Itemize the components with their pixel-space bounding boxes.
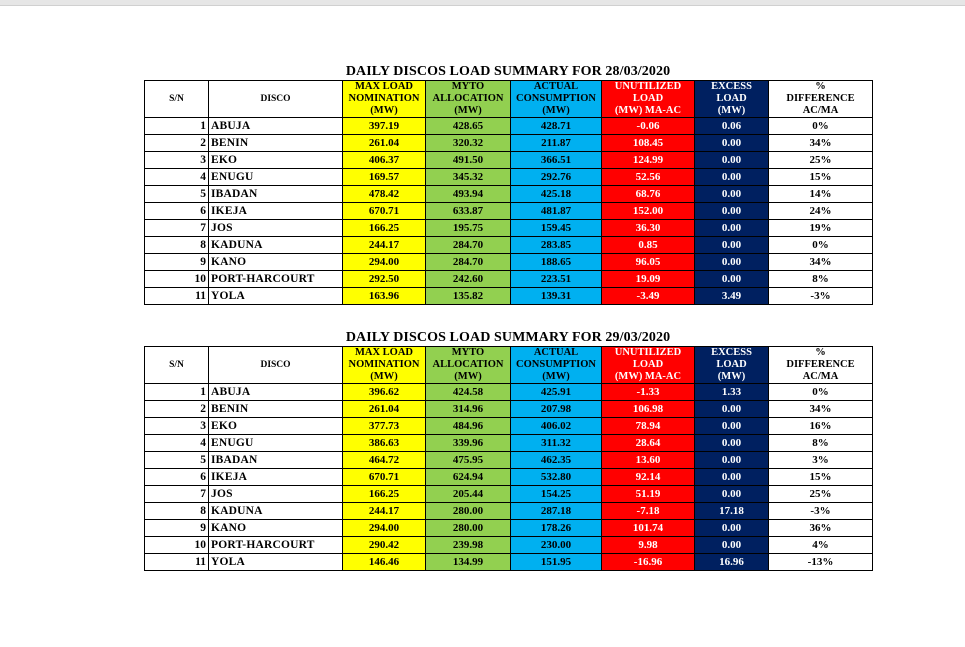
excess-header: EXCESS LOAD (MW)	[695, 81, 769, 118]
disco-name-cell: ABUJA	[209, 384, 343, 401]
disco-name-cell: PORT-HARCOURT	[209, 271, 343, 288]
table-row	[145, 220, 873, 237]
difference-header: % DIFFERENCE AC/MA	[769, 81, 873, 118]
percent-difference-cell: 0%	[769, 384, 873, 401]
sn-cell: 4	[145, 169, 209, 186]
myto-allocation-cell: 345.32	[426, 169, 511, 186]
myto-allocation-cell: 280.00	[426, 520, 511, 537]
header-row	[145, 81, 873, 118]
excess-load-cell: 0.00	[695, 452, 769, 469]
difference-header: % DIFFERENCE AC/MA	[769, 347, 873, 384]
table-title: DAILY DISCOS LOAD SUMMARY FOR 29/03/2020	[345, 330, 671, 345]
max-load-cell: 396.62	[343, 384, 426, 401]
percent-difference-cell: 4%	[769, 537, 873, 554]
excess-load-cell: 17.18	[695, 503, 769, 520]
max-load-cell: 294.00	[343, 254, 426, 271]
sn-cell: 8	[145, 503, 209, 520]
percent-difference-cell: 8%	[769, 435, 873, 452]
unutilized-load-cell: 13.60	[602, 452, 695, 469]
myto-allocation-cell: 284.70	[426, 237, 511, 254]
unutilized-load-cell: 92.14	[602, 469, 695, 486]
table-row	[145, 271, 873, 288]
myto-allocation-cell: 493.94	[426, 186, 511, 203]
table-row	[145, 554, 873, 571]
max-load-cell: 261.04	[343, 401, 426, 418]
myto-allocation-cell: 242.60	[426, 271, 511, 288]
myto-allocation-cell: 424.58	[426, 384, 511, 401]
table-row	[145, 452, 873, 469]
excess-load-cell: 16.96	[695, 554, 769, 571]
excess-load-cell: 0.06	[695, 118, 769, 135]
actual-consumption-cell: 207.98	[511, 401, 602, 418]
unutilized-load-cell: 152.00	[602, 203, 695, 220]
myto-allocation-cell: 135.82	[426, 288, 511, 305]
sn-cell: 6	[145, 469, 209, 486]
max-load-header: MAX LOAD NOMINATION (MW)	[343, 347, 426, 384]
sn-cell: 2	[145, 135, 209, 152]
table-row	[145, 418, 873, 435]
load-summary-table	[144, 346, 873, 571]
actual-consumption-cell: 159.45	[511, 220, 602, 237]
table-title: DAILY DISCOS LOAD SUMMARY FOR 28/03/2020	[345, 64, 671, 79]
max-load-cell: 261.04	[343, 135, 426, 152]
percent-difference-cell: -13%	[769, 554, 873, 571]
table-row	[145, 288, 873, 305]
table-row	[145, 435, 873, 452]
sn-cell: 9	[145, 254, 209, 271]
sn-cell: 1	[145, 118, 209, 135]
sn-cell: 11	[145, 288, 209, 305]
max-load-cell: 146.46	[343, 554, 426, 571]
excess-load-cell: 0.00	[695, 469, 769, 486]
excess-load-cell: 0.00	[695, 401, 769, 418]
sn-cell: 1	[145, 384, 209, 401]
percent-difference-cell: 24%	[769, 203, 873, 220]
percent-difference-cell: 0%	[769, 237, 873, 254]
actual-consumption-cell: 287.18	[511, 503, 602, 520]
disco-name-cell: IKEJA	[209, 203, 343, 220]
percent-difference-cell: 3%	[769, 452, 873, 469]
percent-difference-cell: 34%	[769, 254, 873, 271]
myto-allocation-cell: 624.94	[426, 469, 511, 486]
actual-consumption-cell: 230.00	[511, 537, 602, 554]
excess-load-cell: 0.00	[695, 203, 769, 220]
sn-header: S/N	[145, 347, 209, 384]
sn-header: S/N	[145, 81, 209, 118]
max-load-cell: 386.63	[343, 435, 426, 452]
myto-allocation-cell: 239.98	[426, 537, 511, 554]
unutilized-load-cell: 108.45	[602, 135, 695, 152]
unutilized-load-cell: 124.99	[602, 152, 695, 169]
disco-name-cell: IBADAN	[209, 452, 343, 469]
unutilized-load-cell: -7.18	[602, 503, 695, 520]
table-row	[145, 537, 873, 554]
unutilized-load-cell: -16.96	[602, 554, 695, 571]
unutilized-load-cell: -3.49	[602, 288, 695, 305]
max-load-cell: 406.37	[343, 152, 426, 169]
excess-load-cell: 0.00	[695, 254, 769, 271]
actual-consumption-cell: 425.91	[511, 384, 602, 401]
header-row	[145, 347, 873, 384]
percent-difference-cell: -3%	[769, 288, 873, 305]
actual-consumption-cell: 481.87	[511, 203, 602, 220]
disco-name-cell: KADUNA	[209, 503, 343, 520]
max-load-cell: 244.17	[343, 237, 426, 254]
table-row	[145, 237, 873, 254]
myto-allocation-cell: 428.65	[426, 118, 511, 135]
excess-load-cell: 0.00	[695, 186, 769, 203]
excess-load-cell: 0.00	[695, 537, 769, 554]
table-row	[145, 254, 873, 271]
sn-cell: 7	[145, 220, 209, 237]
max-load-cell: 670.71	[343, 469, 426, 486]
myto-allocation-cell: 314.96	[426, 401, 511, 418]
percent-difference-cell: 25%	[769, 486, 873, 503]
table-body	[145, 384, 873, 571]
unutilized-header: UNUTILIZED LOAD (MW) MA-AC	[602, 347, 695, 384]
disco-name-cell: BENIN	[209, 401, 343, 418]
myto-header: MYTO ALLOCATION (MW)	[426, 81, 511, 118]
percent-difference-cell: 0%	[769, 118, 873, 135]
sn-cell: 5	[145, 452, 209, 469]
disco-name-cell: EKO	[209, 418, 343, 435]
percent-difference-cell: 36%	[769, 520, 873, 537]
excess-load-cell: 0.00	[695, 135, 769, 152]
summary-section-2	[144, 330, 872, 571]
actual-consumption-cell: 425.18	[511, 186, 602, 203]
excess-load-cell: 0.00	[695, 435, 769, 452]
viewer-top-bar	[0, 0, 965, 6]
unutilized-load-cell: 28.64	[602, 435, 695, 452]
max-load-cell: 464.72	[343, 452, 426, 469]
max-load-header: MAX LOAD NOMINATION (MW)	[343, 81, 426, 118]
myto-allocation-cell: 284.70	[426, 254, 511, 271]
actual-consumption-cell: 366.51	[511, 152, 602, 169]
table-row	[145, 520, 873, 537]
table-row	[145, 401, 873, 418]
excess-load-cell: 0.00	[695, 486, 769, 503]
percent-difference-cell: 14%	[769, 186, 873, 203]
myto-allocation-cell: 339.96	[426, 435, 511, 452]
max-load-cell: 244.17	[343, 503, 426, 520]
sn-cell: 10	[145, 271, 209, 288]
table-body	[145, 118, 873, 305]
unutilized-load-cell: 0.85	[602, 237, 695, 254]
table-row	[145, 486, 873, 503]
excess-load-cell: 0.00	[695, 220, 769, 237]
table-row	[145, 152, 873, 169]
disco-name-cell: KADUNA	[209, 237, 343, 254]
myto-allocation-cell: 491.50	[426, 152, 511, 169]
table-row	[145, 186, 873, 203]
disco-name-cell: JOS	[209, 486, 343, 503]
load-summary-table	[144, 80, 873, 305]
max-load-cell: 478.42	[343, 186, 426, 203]
disco-header: DISCO	[209, 347, 343, 384]
percent-difference-cell: 34%	[769, 135, 873, 152]
actual-consumption-cell: 188.65	[511, 254, 602, 271]
table-row	[145, 384, 873, 401]
max-load-cell: 397.19	[343, 118, 426, 135]
max-load-cell: 292.50	[343, 271, 426, 288]
disco-name-cell: KANO	[209, 520, 343, 537]
sn-cell: 3	[145, 152, 209, 169]
percent-difference-cell: 19%	[769, 220, 873, 237]
sn-cell: 5	[145, 186, 209, 203]
excess-load-cell: 0.00	[695, 418, 769, 435]
unutilized-load-cell: 68.76	[602, 186, 695, 203]
percent-difference-cell: 15%	[769, 469, 873, 486]
myto-allocation-cell: 320.32	[426, 135, 511, 152]
disco-name-cell: IKEJA	[209, 469, 343, 486]
percent-difference-cell: 15%	[769, 169, 873, 186]
unutilized-load-cell: 101.74	[602, 520, 695, 537]
max-load-cell: 169.57	[343, 169, 426, 186]
max-load-cell: 294.00	[343, 520, 426, 537]
disco-name-cell: PORT-HARCOURT	[209, 537, 343, 554]
myto-allocation-cell: 475.95	[426, 452, 511, 469]
sn-cell: 8	[145, 237, 209, 254]
excess-load-cell: 0.00	[695, 520, 769, 537]
myto-header: MYTO ALLOCATION (MW)	[426, 347, 511, 384]
disco-name-cell: ABUJA	[209, 118, 343, 135]
sn-cell: 11	[145, 554, 209, 571]
actual-consumption-cell: 151.95	[511, 554, 602, 571]
unutilized-load-cell: 106.98	[602, 401, 695, 418]
disco-header: DISCO	[209, 81, 343, 118]
myto-allocation-cell: 134.99	[426, 554, 511, 571]
disco-name-cell: BENIN	[209, 135, 343, 152]
percent-difference-cell: -3%	[769, 503, 873, 520]
actual-consumption-cell: 406.02	[511, 418, 602, 435]
table-row	[145, 503, 873, 520]
table-row	[145, 469, 873, 486]
actual-consumption-cell: 283.85	[511, 237, 602, 254]
myto-allocation-cell: 205.44	[426, 486, 511, 503]
max-load-cell: 290.42	[343, 537, 426, 554]
disco-name-cell: YOLA	[209, 554, 343, 571]
actual-consumption-cell: 311.32	[511, 435, 602, 452]
percent-difference-cell: 25%	[769, 152, 873, 169]
sn-cell: 6	[145, 203, 209, 220]
myto-allocation-cell: 195.75	[426, 220, 511, 237]
unutilized-load-cell: 52.56	[602, 169, 695, 186]
actual-consumption-cell: 532.80	[511, 469, 602, 486]
table-row	[145, 118, 873, 135]
disco-name-cell: ENUGU	[209, 435, 343, 452]
unutilized-load-cell: 96.05	[602, 254, 695, 271]
myto-allocation-cell: 484.96	[426, 418, 511, 435]
sn-cell: 10	[145, 537, 209, 554]
excess-load-cell: 0.00	[695, 169, 769, 186]
excess-load-cell: 0.00	[695, 152, 769, 169]
excess-load-cell: 3.49	[695, 288, 769, 305]
actual-consumption-cell: 223.51	[511, 271, 602, 288]
myto-allocation-cell: 280.00	[426, 503, 511, 520]
sn-cell: 4	[145, 435, 209, 452]
actual-consumption-cell: 154.25	[511, 486, 602, 503]
table-row	[145, 203, 873, 220]
unutilized-load-cell: 9.98	[602, 537, 695, 554]
max-load-cell: 166.25	[343, 486, 426, 503]
percent-difference-cell: 16%	[769, 418, 873, 435]
actual-consumption-cell: 139.31	[511, 288, 602, 305]
unutilized-load-cell: 78.94	[602, 418, 695, 435]
disco-name-cell: IBADAN	[209, 186, 343, 203]
percent-difference-cell: 8%	[769, 271, 873, 288]
actual-consumption-cell: 211.87	[511, 135, 602, 152]
unutilized-load-cell: -1.33	[602, 384, 695, 401]
unutilized-load-cell: 19.09	[602, 271, 695, 288]
excess-load-cell: 0.00	[695, 237, 769, 254]
excess-load-cell: 0.00	[695, 271, 769, 288]
disco-name-cell: KANO	[209, 254, 343, 271]
actual-consumption-cell: 178.26	[511, 520, 602, 537]
disco-name-cell: JOS	[209, 220, 343, 237]
table-row	[145, 169, 873, 186]
sn-cell: 2	[145, 401, 209, 418]
sn-cell: 9	[145, 520, 209, 537]
actual-header: ACTUAL CONSUMPTION (MW)	[511, 347, 602, 384]
unutilized-load-cell: -0.06	[602, 118, 695, 135]
max-load-cell: 377.73	[343, 418, 426, 435]
actual-consumption-cell: 428.71	[511, 118, 602, 135]
myto-allocation-cell: 633.87	[426, 203, 511, 220]
actual-header: ACTUAL CONSUMPTION (MW)	[511, 81, 602, 118]
excess-header: EXCESS LOAD (MW)	[695, 347, 769, 384]
max-load-cell: 163.96	[343, 288, 426, 305]
excess-load-cell: 1.33	[695, 384, 769, 401]
sn-cell: 7	[145, 486, 209, 503]
unutilized-load-cell: 36.30	[602, 220, 695, 237]
max-load-cell: 166.25	[343, 220, 426, 237]
sn-cell: 3	[145, 418, 209, 435]
unutilized-header: UNUTILIZED LOAD (MW) MA-AC	[602, 81, 695, 118]
disco-name-cell: ENUGU	[209, 169, 343, 186]
table-row	[145, 135, 873, 152]
disco-name-cell: YOLA	[209, 288, 343, 305]
percent-difference-cell: 34%	[769, 401, 873, 418]
actual-consumption-cell: 462.35	[511, 452, 602, 469]
actual-consumption-cell: 292.76	[511, 169, 602, 186]
max-load-cell: 670.71	[343, 203, 426, 220]
disco-name-cell: EKO	[209, 152, 343, 169]
unutilized-load-cell: 51.19	[602, 486, 695, 503]
summary-section-1	[144, 64, 872, 305]
